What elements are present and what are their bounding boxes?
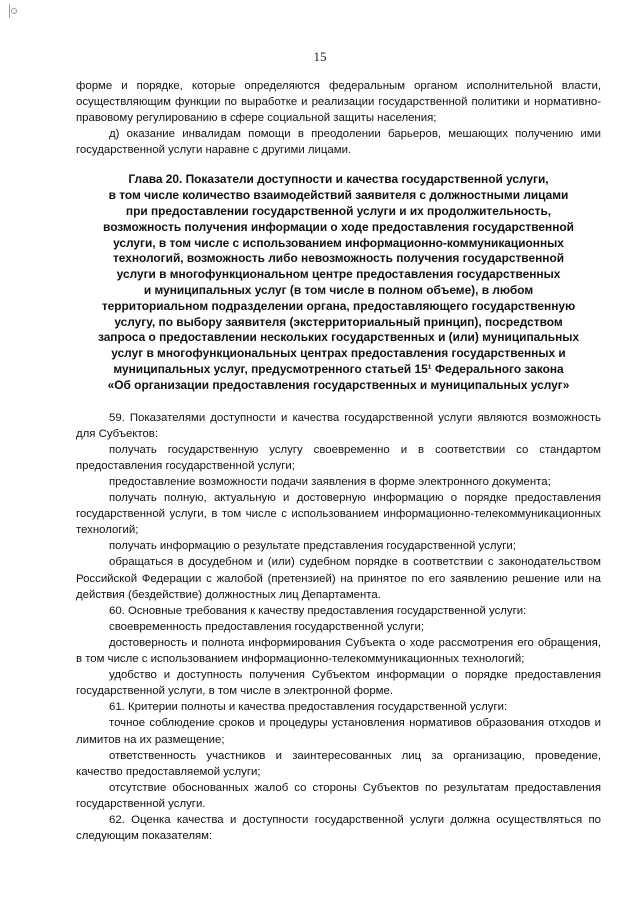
heading-line: технологий, возможность либо невозможность получения государственной	[112, 251, 565, 266]
heading-line: возможность получения информации о ходе предоставления государственной	[103, 219, 574, 234]
heading-line: муниципальных услуг, предусмотренного статьей 15¹ Федерального закона	[113, 362, 564, 377]
heading-line: «Об организации предоставления государственных и муниципальных услуг»	[107, 377, 570, 392]
paragraph: д) оказание инвалидам помощи в преодолении барьеров, мешающих получению ими государственной услуги наравне с другими лицами.	[76, 128, 601, 157]
chapter-heading	[76, 172, 601, 393]
heading-line: территориальном подразделении органа, предоставляющего государственную	[101, 298, 576, 313]
paragraph-61: 61. Критерии полноты и качества предоставления государственной услуги:	[109, 701, 508, 714]
list-item: получать информацию о результате представления государственной услуги;	[109, 540, 516, 553]
paragraph: форме и порядке, которые определяются федеральным органом исполнительной власти, осуществляющим функции по выработке и реализации государственной политики и нормативно-правовому регулированию в сфере социальной защиты населения;	[76, 80, 601, 125]
list-item: ответственность участников и заинтересованных лиц за организацию, проведение, качество предоставляемой услуги;	[76, 749, 601, 778]
list-item: удобство и доступность получения Субъектом информации о порядке предоставления государственной услуги, в том числе в электронной форме.	[76, 669, 601, 698]
list-item: предоставление возможности подачи заявления в форме электронного документа;	[109, 476, 551, 488]
list-item: своевременность предоставления государственной услуги;	[109, 620, 425, 633]
page-content	[76, 78, 601, 844]
heading-line: услуг в многофункциональных центрах предоставления государственных и	[111, 346, 566, 361]
list-item: точное соблюдение сроков и процедуры установления нормативов образования отходов и лимитов на их размещение;	[76, 717, 601, 746]
paragraph-62: 62. Оценка качества и доступности государственной услуги должна осуществляться по следующим показателям:	[76, 813, 601, 843]
list-item: получать полную, актуальную и достоверную информацию о порядке предоставления государственной услуги, в том числе с использованием информационно-телекоммуникационных технологий;	[76, 492, 601, 537]
heading-line: при предоставлении государственной услуги и их продолжительность,	[125, 204, 552, 219]
list-item: отсутствие обоснованных жалоб со стороны Субъектов по результатам предоставления государственной услуги.	[76, 781, 601, 810]
paragraph-60: 60. Основные требования к качеству предоставления государственной услуги:	[109, 604, 527, 617]
heading-line: в том числе количество взаимодействий заявителя с должностными лицами	[108, 188, 569, 203]
heading-line: услуги в многофункциональном центре предоставления государственных	[116, 267, 561, 282]
heading-line: услуги, в том числе с использованием информационно-коммуникационных	[113, 235, 564, 250]
heading-line: и муниципальных услуг (в том числе в полном объеме), в любом	[143, 283, 534, 298]
list-item: достоверность и полнота информирования Субъекта о ходе рассмотрения его обращения, в том числе с использованием информационно-телекоммуникационных технологий;	[76, 636, 601, 666]
list-item: обращаться в досудебном и (или) судебном порядке в соответствии с законодательством Российской Федерации с жалобой (претензией) на принятое по его заявлению решение или на действия (бездействие) должностных лиц Департамента.	[76, 556, 601, 601]
corner-mark	[9, 4, 17, 18]
heading-line: услугу, по выбору заявителя (экстерриториальный принцип), посредством	[114, 314, 563, 329]
heading-line: Глава 20. Показатели доступности и качества государственной услуги,	[128, 172, 549, 187]
heading-line: запроса о предоставлении нескольких государственных и (или) муниципальных	[97, 330, 580, 345]
paragraph-59: 59. Показателями доступности и качества государственной услуги являются возможность для Субъектов:	[76, 411, 601, 440]
page-number: 15	[313, 49, 327, 64]
list-item: получать государственную услугу своевременно и в соответствии со стандартом предоставления государственной услуги;	[76, 443, 601, 472]
